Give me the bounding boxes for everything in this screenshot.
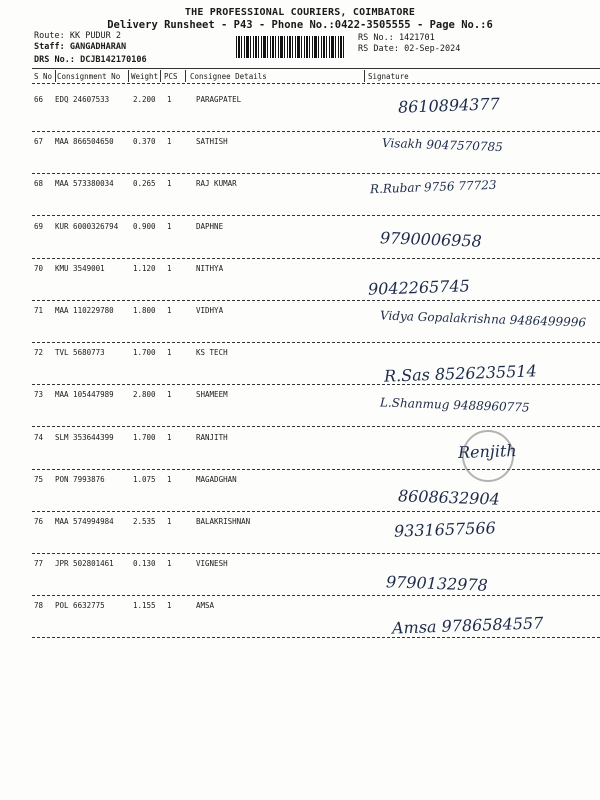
row-signature: 9331657566: [393, 518, 497, 541]
header-bottom-rule: [32, 83, 600, 84]
table-row: [0, 556, 600, 596]
rs-no-value: 1421701: [398, 33, 435, 43]
row-consignee-name: MAGADGHAN: [196, 474, 237, 484]
row-pcs: 1: [167, 179, 172, 189]
row-signature: 9790132978: [385, 572, 489, 595]
row-sno: 67: [34, 137, 44, 147]
row-consignment-no: MAA 110229780: [55, 306, 114, 315]
rs-date-value: 02-Sep-2024: [404, 44, 461, 54]
row-pcs: 1: [167, 348, 172, 358]
row-consignee-name: RANJITH: [196, 432, 228, 442]
rs-date-line: [358, 44, 460, 54]
row-sno: 72: [34, 348, 44, 358]
barcode-image: [236, 36, 346, 58]
row-separator: [32, 173, 600, 174]
row-weight: 2.535: [133, 517, 156, 526]
col-header-signature: Signature: [368, 72, 409, 81]
row-separator: [32, 426, 600, 427]
col-divider: [364, 70, 365, 82]
row-separator: [32, 342, 600, 343]
staff-value: GANGADHARAN: [69, 42, 127, 52]
staff-label: Staff:: [34, 42, 65, 52]
row-weight: 2.800: [133, 390, 156, 400]
drs-label: DRS No.:: [34, 55, 75, 65]
row-signature: 8610894377: [397, 94, 501, 117]
row-weight: 1.700: [133, 348, 156, 358]
row-signature: Vidya Gopalakrishna 9486499996: [379, 308, 587, 330]
row-separator: [32, 131, 600, 132]
row-pcs: 1: [167, 601, 172, 611]
row-sno: 76: [34, 517, 44, 526]
row-pcs: 1: [167, 517, 172, 526]
col-divider: [185, 70, 186, 82]
row-consignee-name: SHAMEEM: [196, 390, 228, 400]
col-header-sno: S No: [34, 72, 53, 81]
row-consignee-name: BALAKRISHNAN: [196, 517, 251, 526]
header-top-rule: [32, 68, 600, 69]
row-consignee-name: VIGNESH: [196, 559, 228, 569]
row-consignee-name: RAJ KUMAR: [196, 179, 237, 189]
row-consignment-no: POL 6632775: [55, 601, 105, 611]
row-separator: [32, 553, 600, 554]
runsheet-subtitle: Delivery Runsheet - P43 - Phone No.:0422-3505555 - Page No.:6: [107, 19, 493, 31]
row-weight: 1.120: [133, 263, 156, 273]
row-sno: 73: [34, 390, 44, 400]
company-title: THE PROFESSIONAL COURIERS, COIMBATORE: [184, 7, 416, 18]
row-separator: [32, 258, 600, 259]
row-weight: 1.155: [133, 601, 156, 611]
row-consignee-name: DAPHNE: [196, 221, 224, 231]
row-sno: 75: [34, 474, 44, 484]
row-sno: 68: [34, 179, 44, 189]
col-divider: [160, 70, 161, 82]
col-header-details: Consignee Details: [190, 72, 267, 81]
row-weight: 0.265: [133, 179, 156, 189]
row-sno: 70: [34, 263, 44, 273]
row-weight: 2.200: [133, 95, 156, 104]
row-separator: [32, 215, 600, 216]
row-consignment-no: JPR 502801461: [55, 559, 114, 569]
row-weight: 1.700: [133, 432, 156, 442]
drs-line: [34, 55, 147, 65]
row-pcs: 1: [167, 432, 172, 442]
col-divider: [55, 70, 56, 82]
row-pcs: 1: [167, 306, 172, 315]
rs-no-label: RS No.:: [358, 33, 394, 43]
row-separator: [32, 595, 600, 596]
row-signature: Visakh 9047570785: [381, 135, 503, 155]
row-consignment-no: SLM 353644399: [55, 432, 114, 442]
table-row: [0, 219, 600, 259]
row-signature: Amsa 9786584557: [391, 613, 544, 638]
row-signature: R.Sas 8526235514: [383, 361, 538, 386]
row-consignment-no: PON 7993876: [55, 474, 105, 484]
row-separator: [32, 469, 600, 470]
row-pcs: 1: [167, 390, 172, 400]
row-weight: 0.370: [133, 137, 156, 147]
row-consignment-no: MAA 866504650: [55, 137, 114, 147]
row-consignment-no: KMU 3549001: [55, 263, 105, 273]
row-weight: 1.075: [133, 474, 156, 484]
drs-value: DCJB142170106: [80, 55, 147, 65]
row-signature: 9042265745: [367, 276, 471, 299]
row-weight: 0.900: [133, 221, 156, 231]
row-pcs: 1: [167, 263, 172, 273]
row-signature: R.Rubar 9756 77723: [369, 177, 497, 197]
table-row: [0, 176, 600, 216]
col-divider: [128, 70, 129, 82]
row-sno: 69: [34, 221, 44, 231]
row-sno: 66: [34, 95, 44, 104]
row-pcs: 1: [167, 95, 172, 104]
row-signature: Renjith: [457, 440, 517, 463]
row-sno: 78: [34, 601, 44, 611]
row-separator: [32, 384, 600, 385]
col-header-weight: Weight: [131, 72, 159, 81]
row-consignee-name: PARAGPATEL: [196, 95, 242, 104]
row-weight: 1.800: [133, 306, 156, 315]
route-label: Route:: [34, 31, 65, 41]
row-sno: 74: [34, 432, 44, 442]
row-consignee-name: KS TECH: [196, 348, 228, 358]
rs-no-line: [358, 33, 435, 43]
col-header-pcs: PCS: [164, 72, 178, 81]
route-line: [34, 31, 121, 41]
row-consignment-no: KUR 6000326794: [55, 221, 119, 231]
row-signature: 9790006958: [379, 228, 483, 251]
table-row: [0, 261, 600, 301]
table-row: [0, 514, 600, 554]
row-pcs: 1: [167, 474, 172, 484]
row-sno: 71: [34, 306, 44, 315]
table-row: [0, 134, 600, 174]
staff-line: [34, 42, 126, 52]
row-consignment-no: TVL 5680773: [55, 348, 105, 358]
col-header-consignment: Consignment No: [57, 72, 121, 81]
table-row: [0, 92, 600, 132]
row-consignment-no: MAA 574994984: [55, 517, 114, 526]
row-separator: [32, 511, 600, 512]
row-pcs: 1: [167, 137, 172, 147]
route-value: KK PUDUR 2: [69, 31, 122, 41]
row-signature: 8608632904: [397, 486, 501, 509]
row-consignee-name: NITHYA: [196, 263, 224, 273]
row-separator: [32, 637, 600, 638]
row-signature: L.Shanmug 9488960775: [379, 395, 530, 415]
rs-date-label: RS Date:: [358, 44, 399, 54]
row-separator: [32, 300, 600, 301]
row-weight: 0.130: [133, 559, 156, 569]
row-consignee-name: VIDHYA: [196, 306, 224, 315]
row-consignment-no: MAA 573380034: [55, 179, 114, 189]
row-consignee-name: SATHISH: [196, 137, 228, 147]
row-pcs: 1: [167, 221, 172, 231]
row-pcs: 1: [167, 559, 172, 569]
row-sno: 77: [34, 559, 44, 569]
row-consignment-no: EDQ 24607533: [55, 95, 110, 104]
row-consignment-no: MAA 105447989: [55, 390, 114, 400]
table-row: [0, 472, 600, 512]
row-consignee-name: AMSA: [196, 601, 215, 611]
